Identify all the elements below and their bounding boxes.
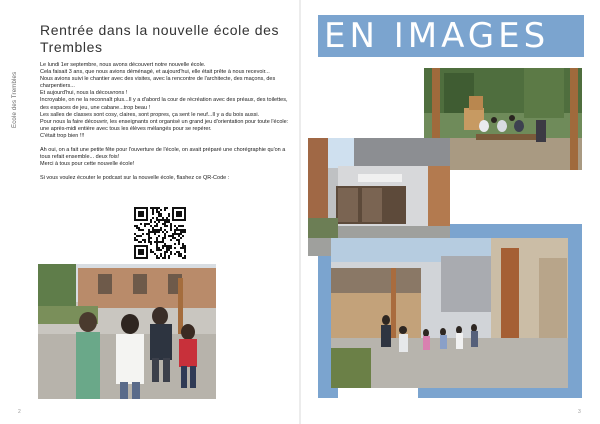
article-title: Rentrée dans la nouvelle école des Trembles [40, 22, 280, 55]
side-label: École des Trembles [12, 71, 18, 128]
article-body [40, 62, 290, 189]
section-heading-banner [318, 15, 584, 57]
photo-courtyard-walk [331, 238, 568, 388]
page-number-right: 3 [578, 409, 581, 415]
qr-code[interactable] [134, 207, 186, 259]
photo-children-courtyard [38, 264, 216, 399]
paragraph: Ah oui, on a fait une petite fête pour l'ouverture de l'école, on avait préparé une chorégraphie qu'on a tous refait ensemble... deux fois! Merci à tous pour cette nouvelle école! [40, 147, 286, 168]
paragraph: Si vous voulez écouter le podcast sur la nouvelle école, flashez ce QR-Code : [40, 175, 230, 182]
page-divider [299, 0, 301, 424]
paragraph: Le lundi 1er septembre, nous avons découvert notre nouvelle école. Cela faisait 3 ans, que nous avions déménagé, et aujourd'hui, elle était prête à nous recevoir... Nous avions suivi le chantier avec des visites, avec la rencontre de l'architecte, des maçons, des charpentiers... Et aujourd'hui, nous la découvrons ! Incroyable, on ne la reconnaît plus...Il y a d'abord la cour de récréation avec des préaux, des toilettes, des espaces de jeu, une cabane...trop beau ! Les salles de classes sont cosy, claires, sont propres, ça sent le neuf...Il y a du bois aussi. Pour nous la faire découvrir, les enseignants ont organisé un grand jeu d'orientation pour toute l'école: une après-midi entière avec tous les élèves mélangés pour se repérer. C'était trop bien !!! [40, 62, 289, 139]
page-number-left: 2 [18, 409, 21, 415]
section-heading: EN IMAGES [324, 16, 550, 56]
